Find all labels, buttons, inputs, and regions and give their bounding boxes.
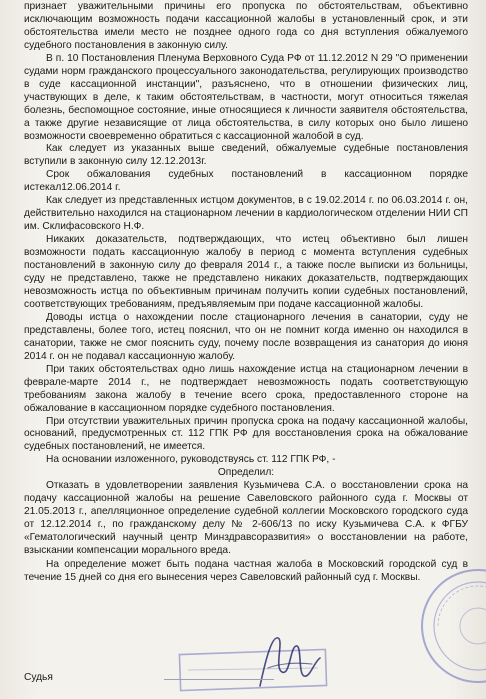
ruling-heading: Определил:	[217, 467, 275, 479]
paragraph-ruling: Отказать в удовлетворении заявления Кузьмичева С.А. о восстановлении срока на подачу кассационной жалобы на решение Савеловского районного суда г. Москвы от 21.05.2013 г., апелляционное определение судебной коллегии Московского городского суда от 12.12.2014 г., по гражданскому делу № 2-606/13 по иску Кузьмичева С.А. к ФГБУ «Гематологический научный центр Минздравсоразвития» о восстановлении на работе, взыскании компенсации морального вреда.	[24, 480, 468, 557]
paragraph-4: Срок обжалования судебных постановлений в кассационном порядке истекал12.06.2014 г.	[24, 169, 468, 194]
paragraph-1: признает уважительными причины его пропуска по обстоятельствам, объективно исключающим возможность подачи кассационной жалобы в установленный срок, и эти обстоятельства имели место не позднее одного года со дня вступления обжалуемого судебного постановления в законную силу.	[24, 1, 468, 51]
paragraph-8: При таких обстоятельствах одно лишь нахождение истца на стационарном лечении в феврале-марте 2014 г., не подтверждает невозможность подать соответствующую требованиям закона жалобу в течение всего срока, предоставленного стороне на обжалование в кассационном порядке судебного постановления.	[24, 363, 468, 414]
paragraph-6: Никаких доказательств, подтверждающих, что истец объективно был лишен возможности подать кассационную жалобу в период с момента вступления судебных постановлений в законную силу до февраля 2014 г., а также после выписки из больницы, суду не представлено, также не представлено никаких доказательств, подтверждающих невозможность истца по объективным причинам получить копии судебных постановлений, соответствующих требованиям, предъявляемым при подаче кассационной жалобы.	[24, 234, 468, 310]
paragraph-appeal: На определение может быть подана частная жалоба в Московский городской суд в течение 15 дней со дня его вынесения через Савеловский районный суд г. Москвы.	[24, 558, 468, 583]
paragraph-7: Доводы истца о нахождении после стационарного лечения в санатории, суду не представлены, более того, истец пояснил, что он не помнит когда именно он находился в санатории, также не смог пояснить суду, почему после возвращения из санатория до июня 2014 г. он не подавал кассационную жалобу.	[24, 311, 468, 362]
signature-line	[164, 679, 274, 680]
official-seal-icon	[418, 566, 486, 686]
paragraph-10: На основании изложенного, руководствуясь ст. 112 ГПК РФ, -	[46, 454, 336, 466]
judge-label: Судья	[24, 672, 53, 683]
paragraph-5: Как следует из представленных истцом документов, в с 19.02.2014 г. по 06.03.2014 г. он, действительно находился на стационарном лечении в кардиологическом отделении НИИ СП им. Склифасовского Н.Ф.	[24, 195, 468, 233]
paragraph-9: При отсутствии уважительных причин пропуска срока на подачу кассационной жалобы, оснований, предусмотренных ст. 112 ГПК РФ для восстановления срока на обжалование судебных постановлений, не имеется.	[24, 415, 468, 453]
paragraph-3: Как следует из указанных выше сведений, обжалуемые судебные постановления вступили в законную силу 12.12.2013г.	[24, 143, 468, 168]
paragraph-2: В п. 10 Постановления Пленума Верховного Суда РФ от 11.12.2012 N 29 "О применении судами норм гражданского процессуального законодательства, регулирующих производство в суде кассационной инстанции", разъяснено, что в отношении физических лиц, участвующих в деле, к таким обстоятельствам, в частности, могут относиться тяжелая болезнь, беспомощное состояние, иные относящиеся к личности заявителя обстоятельства, а также другие независящие от лица обстоятельства, в силу которых оно было лишено возможности своевременно обратиться с кассационной жалобой в суд.	[24, 52, 468, 142]
judge-signature-icon	[238, 628, 328, 694]
